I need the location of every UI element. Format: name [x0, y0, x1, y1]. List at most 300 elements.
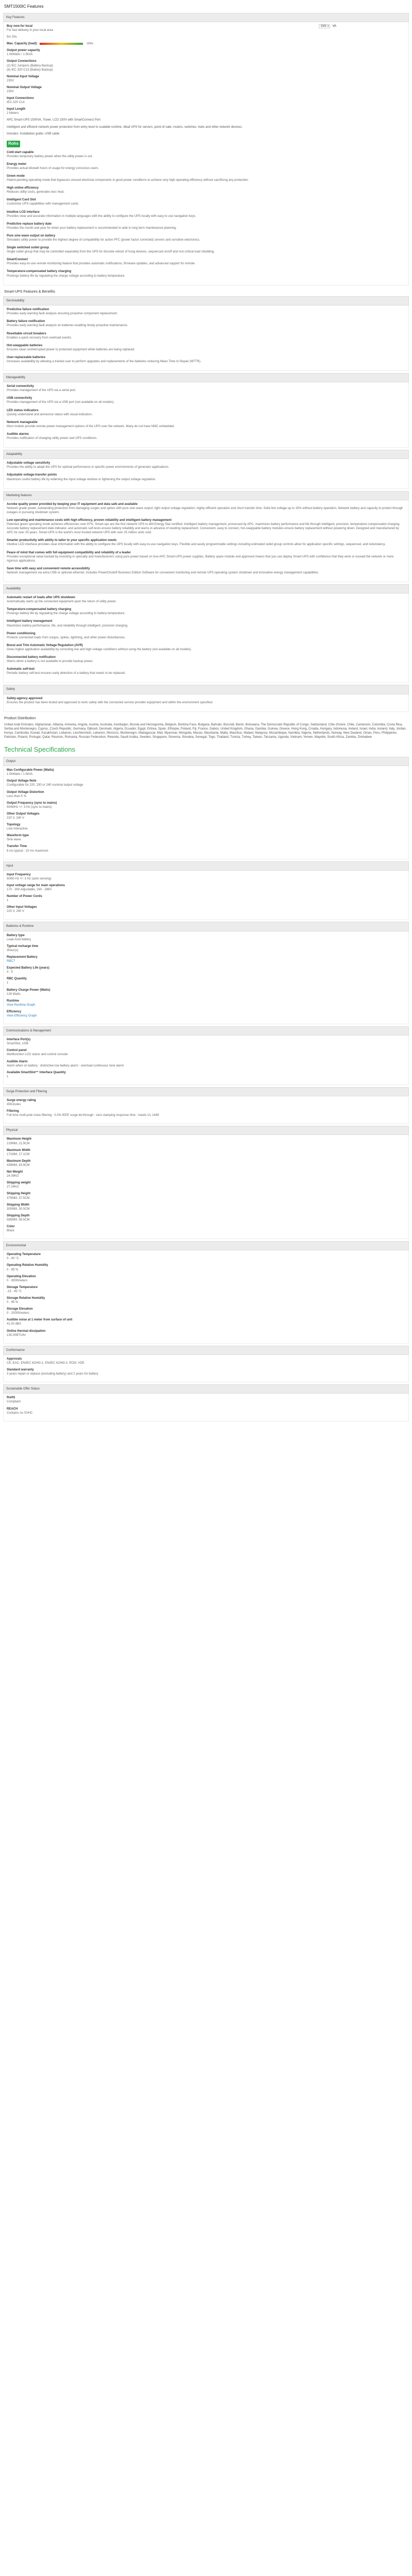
tech-spec-item-title: REACH: [7, 1407, 18, 1411]
manageability-item-title: USB connectivity: [7, 397, 32, 400]
tech-spec-item-text: 439MM, 43.9CM: [7, 1163, 30, 1167]
section-body-safety: [3, 694, 409, 712]
marketing-item-title: Low operating and maintenance costs with high efficiency, proven reliability and intelligent battery management: [7, 518, 171, 522]
section-body-adaptability: [3, 459, 409, 488]
serviceability-item-text: Ensures clean uninterrupted power to protected equipment while batteries are being replaced.: [7, 348, 135, 351]
tech-spec-item-title: Operating Temperature: [7, 1253, 41, 1257]
tech-spec-item-title: Control panel: [7, 1049, 27, 1053]
tech-spec-item-text: Less than 5 %: [7, 794, 27, 798]
tech-spec-item: [7, 790, 405, 799]
tech-spec-item-title: Standard warranty: [7, 1368, 34, 1372]
key-spec-item-title: Input Connections: [7, 97, 34, 100]
key-feature-item-title: Predictive replace battery date: [7, 222, 52, 226]
key-feature-item: [7, 162, 405, 171]
serviceability-item-text: Increases availability by allowing a trained user to perform upgrades and replacements of the batteries reducing Mean Time to Repair (MTTR).: [7, 360, 201, 363]
tech-spec-item-title: Audible noise at 1 meter from surface of unit: [7, 1318, 73, 1322]
tech-spec-item-text: 171MM, 17.1CM: [7, 1153, 30, 1156]
key-feature-item-text: Single outlet group that may be controlled separately from the UPS for discrete reboot of hung devices, sequenced on/off and non-critical load shedding.: [7, 250, 215, 254]
key-spec-item-text: 230V: [7, 90, 14, 94]
tech-spec-item-text: 0 - 95 %: [7, 1301, 19, 1304]
tech-spec-item-text: 0 - 40 °C: [7, 1257, 19, 1261]
buy-now-label: Buy now for local: [7, 24, 33, 28]
key-feature-item-title: Single switched outlet group: [7, 246, 49, 250]
tech-spec-item: [7, 955, 405, 963]
availability-item-title: Boost and Trim Automatic Voltage Regulation (AVR): [7, 643, 83, 647]
tech-spec-item-title: Maximum Width: [7, 1148, 30, 1152]
availability-item-text: Automatically starts up the connected equipment upon the return of utility power.: [7, 600, 117, 604]
key-feature-item-title: Intelligent Card Slot: [7, 198, 36, 202]
tech-spec-item-text: Lead-Acid battery: [7, 938, 31, 941]
manageability-item: [7, 409, 405, 417]
capacity-bar-fill: [40, 43, 83, 45]
tech-spec-item-text: Full time multi-pole noise filtering : 0.3% IEEE surge let-through : zero clamping response time : meets UL 1449: [7, 1114, 159, 1117]
tech-spec-item-text: 170 - 300 Adjustable, 160 - 286V: [7, 888, 52, 892]
tech-spec-item-text: 219MM, 21.9CM: [7, 1142, 30, 1145]
tech-spec-item-title: Operating Relative Humidity: [7, 1264, 48, 1267]
tech-spec-item-text: Compliant: [7, 1400, 21, 1404]
availability-item: [7, 596, 405, 604]
tech-spec-item-text: 300MM, 30.0CM: [7, 1207, 30, 1211]
key-feature-item-title: Temperature-compensated battery charging: [7, 270, 72, 274]
manageability-item-text: Most models provide remote power management options of the UPS over the network. Many do not have NMC embedded.: [7, 425, 175, 428]
tech-spec-item-title: Shipping weight: [7, 1181, 31, 1185]
manageability-item-text: Provides management of the UPS via a USB port (not available on all models).: [7, 401, 115, 404]
marketing-item: [7, 551, 405, 563]
section-header-safety: Safety: [3, 685, 409, 694]
chevron-down-icon: ▾: [327, 24, 329, 28]
serviceability-item-text: Enables a quick recovery from overload events.: [7, 336, 72, 340]
tech-spec-item-text: 6 ms typical : 10 ms maximum: [7, 849, 48, 853]
tech-spec-item-title: Output Voltage Distortion: [7, 790, 44, 794]
serviceability-item-title: Predictive failure notification: [7, 308, 49, 312]
marketing-item-text: Network management via extra USB or optional ethernet. Includes PowerChute® Business Edition Software for convenient monitoring and remote UPS operating system shutdown and innovative energy management capabilities.: [7, 571, 319, 574]
tech-spec-item-title: Waveform type: [7, 834, 29, 838]
tech-section-header: Batteries & Runtime: [3, 922, 409, 931]
tech-spec-item-title: RBC Quantity: [7, 977, 27, 981]
quantity-value: 1500: [320, 24, 327, 28]
section-header-key-features: Key Features: [3, 13, 409, 22]
tech-spec-item-title: Efficiency: [7, 1010, 22, 1013]
tech-spec-item-title: Battery type: [7, 934, 25, 937]
tech-spec-item-text: Multifunction LCD status and control console: [7, 1053, 68, 1057]
key-spec-item-title: Output Connections: [7, 60, 37, 63]
manageability-item: [7, 420, 405, 429]
tech-spec-item-title: RoHS: [7, 1396, 15, 1400]
key-feature-item-text: Provides the month and year for when your battery replacement is recommended to aide in long term maintenance planning.: [7, 226, 177, 230]
tech-section-header: Input: [3, 861, 409, 871]
tech-section-body: [3, 1096, 409, 1124]
key-spec-item: [7, 86, 405, 94]
rohs-logo: Rohs: [7, 141, 20, 147]
tech-spec-item-text: 24.09KG: [7, 1175, 19, 1178]
key-spec-item-text: 230V: [7, 79, 14, 82]
tech-spec-item: [7, 1170, 405, 1178]
tech-spec-item: [7, 934, 405, 942]
tech-spec-item-text: 220 V, 240 V: [7, 816, 25, 820]
tech-spec-item-title: Transfer Time: [7, 845, 27, 849]
tech-spec-item: [7, 1148, 405, 1157]
tech-spec-item-text: 1: [7, 1075, 9, 1078]
tech-spec-item-text: 3 years repair or replace (excluding battery) and 2 years for battery: [7, 1372, 98, 1376]
availability-item-text: Prolongs battery life by regulating the charge voltage according to battery temperature.: [7, 612, 126, 616]
tech-spec-item-text: 0 - 15000meters: [7, 1312, 29, 1315]
tech-spec-link[interactable]: View Runtime Graph: [7, 1003, 36, 1007]
tech-spec-item: [7, 1252, 405, 1261]
tech-spec-item-title: Runtime: [7, 999, 19, 1003]
availability-item: [7, 667, 405, 675]
tech-spec-item: [7, 999, 405, 1007]
key-feature-item: [7, 222, 405, 230]
tech-spec-item: [7, 1109, 405, 1117]
tech-spec-item-text: 41.00 dBA: [7, 1323, 22, 1326]
serviceability-item: [7, 319, 405, 328]
tech-spec-item: [7, 1010, 405, 1018]
serviceability-item-title: User-replaceable batteries: [7, 355, 46, 359]
tech-spec-item-title: Storage Elevation: [7, 1308, 33, 1311]
tech-spec-item-title: Color: [7, 1225, 15, 1228]
tech-section-header: Communications & Management: [3, 1026, 409, 1036]
tech-section-body: [3, 1135, 409, 1239]
serviceability-item-text: Provides early warning fault analysis ensuring proactive component replacement.: [7, 312, 118, 316]
manageability-item-text: Provides notification of changing utility power and UPS conditions.: [7, 437, 97, 440]
key-feature-item: [7, 246, 405, 254]
tech-spec-item: [7, 801, 405, 809]
max-capacity-label: Max. Capacity (load):: [7, 42, 38, 46]
tech-spec-item-text: 0 - 3000meters: [7, 1279, 28, 1282]
tech-spec-item-text: 27.24KG: [7, 1185, 19, 1189]
marketing-item: [7, 518, 405, 535]
section-body-manageability: [3, 382, 409, 448]
tech-spec-item: [7, 1137, 405, 1145]
tech-spec-item: [7, 1285, 405, 1294]
tech-spec-item: [7, 844, 405, 853]
tech-spec-item: [7, 977, 405, 985]
tech-spec-item-title: Max Configurable Power (Watts): [7, 769, 54, 772]
intro-includes: Includes: Installation guide, USB cable: [7, 132, 60, 135]
key-feature-item: [7, 150, 405, 159]
tech-spec-item-text: Line Interactive: [7, 827, 28, 831]
section-body-key-features: [3, 22, 409, 285]
tech-spec-item-title: Filtering: [7, 1110, 19, 1113]
key-spec-item-text: 1.0kWatts / 1.5kVA: [7, 53, 33, 57]
key-spec-item-title: Input Length: [7, 108, 26, 111]
tech-spec-item: [7, 966, 405, 974]
serviceability-item: [7, 355, 405, 364]
marketing-item-title: Acrobe quality power provided by keeping your IT equipment and data safe and available: [7, 502, 138, 506]
tech-spec-item-text: Sine wave: [7, 838, 21, 842]
adaptability-item-title: Adjustable voltage-transfer points: [7, 473, 57, 477]
marketing-item-title: Save time with easy and convenient remote accessibility: [7, 567, 90, 570]
availability-item-title: Automatic restart of loads after UPS shutdown: [7, 596, 76, 600]
tech-spec-item: [7, 1296, 405, 1304]
quantity-select[interactable]: [319, 24, 330, 28]
key-feature-item-title: Intuitive LCD interface: [7, 210, 40, 214]
tech-spec-item-text: 220 V, 240 V: [7, 910, 25, 913]
product-title: SMT1500IC Features: [4, 4, 44, 9]
tech-spec-item-title: Input Frequency: [7, 873, 31, 876]
key-feature-item-text: Patent-pending operating mode that bypasses unused electrical components in good power conditions to achieve very high operating efficiency without sacrificing any protection.: [7, 179, 249, 182]
intro-long: Intelligent and efficient network power protection from entry level to scalable runtime. Ideal UPS for servers, point-of-sale, routers, switches, hubs and other network devices.: [7, 125, 243, 129]
safety-item-title: Safety-agency approved: [7, 697, 43, 700]
manageability-item: [7, 384, 405, 393]
tech-spec-item-title: Shipping Height: [7, 1192, 30, 1196]
section-header-serviceability: Serviceability: [3, 296, 409, 306]
marketing-item-text: Network grade power, outstanding protection from damaging surges and spikes with pure sine wave output, tight output voltage regulation, highly efficient operation and short transfer time. Solid line voltage up to 15% without battery operation. Network battery and capacity to protect through outages or pursuing shutdown system.: [7, 506, 403, 514]
tech-spec-item-title: Surge energy rating: [7, 1099, 36, 1103]
marketing-item-text: Intuitive LCD interface provides clear information with the ability to configure the UPS locally with easy-to-use navigation keys. Flexible and easily programmable settings including estimated outlet group controls allow for application specific settings, sequenced, and redundancy.: [7, 543, 386, 547]
tech-section-body: [3, 766, 409, 859]
tech-spec-item: [7, 768, 405, 776]
distribution-text: United Arab Emirates, Afghanistan, Albania, Armenia, Angola, Austria, Australia, Azerbaijan, Bosnia and Herzegovina, Belgium, Burkina Faso, Bulgaria, Bahrain, Burundi, Benin, Botswana, The Democratic Republic of Congo, Switzerland, Côte d'Ivoire, Chile, Cameroon, Colombia, Costa Rica, Serbia and Montenegro, Cyprus, Czech Republic, Germany, Djibouti, Denmark, Algeria, Ecuador, Egypt, Eritrea, Spain, Ethiopia, Finland, Fiji, France, Gabon, United Kingdom, Ghana, Gambia, Guinea, Greece, Hong Kong, Croatia, Hungary, Indonesia, Ireland, Israel, India, Iceland, Italy, Jordan, Kenya, Cambodia, Kuwait, Kazakhstan, Lebanon, Liechtenstein, Lebanon, Morocco, Montenegro, Madagascar, Mali, Myanmar, Mongolia, Macao, Mauritania, Malta, Mauritius, Malawi, Malaysia, Mozambique, Namibia, Nigeria, Netherlands, Norway, New Zealand, Oman, Peru, Philippines, Pakistan, Poland, Portugal, Qatar, Reunion, Romania, Russian Federation, Rwanda, Saudi Arabia, Sweden, Singapore, Slovenia, Slovakia, Senegal, Togo, Thailand, Tunisia, Turkey, Taiwan, Tanzania, Uganda, Vietnam, Yemen, Mayotte, South Africa, Zambia, Zimbabwe: [4, 723, 407, 739]
section-header-adaptability: Adaptability: [3, 450, 409, 459]
capacity-percent: 100%: [87, 42, 93, 45]
tech-spec-item: [7, 1038, 405, 1046]
marketing-item: [7, 567, 405, 575]
tech-spec-item-text: 3hour(s): [7, 948, 19, 952]
tech-spec-item-text: 459Joules: [7, 1103, 21, 1107]
tech-spec-item-text: Alarm when on battery : distinctive low battery alarm : overload continuous tone alarm: [7, 1064, 124, 1067]
key-spec-item-text: 2 Meters: [7, 112, 19, 115]
availability-item-text: Protects connected loads from surges, spikes, lightning, and other power disturbances.: [7, 636, 126, 639]
availability-item: [7, 643, 405, 652]
key-feature-item-text: Reduces utility costs, generates less heat.: [7, 191, 65, 194]
availability-item-title: Power conditioning: [7, 632, 36, 635]
tech-section-body: [3, 1250, 409, 1344]
tech-spec-item: [7, 1060, 405, 1068]
manageability-item-title: LED status indicators: [7, 409, 39, 412]
section-header-availability: Availability: [3, 584, 409, 594]
tech-spec-item-title: Typical recharge time: [7, 944, 39, 948]
availability-item: [7, 607, 405, 616]
tech-spec-item-text: 1: [7, 899, 9, 903]
serviceability-item-title: Battery failure notification: [7, 320, 45, 324]
buy-now-block: [7, 24, 405, 32]
tech-section-header: Physical: [3, 1126, 409, 1135]
tech-spec-item-text: 585MM, 58.5CM: [7, 1218, 30, 1222]
tech-spec-item-title: Replacement Battery: [7, 955, 38, 959]
runtime-block: [7, 35, 405, 39]
tech-spec-item-text: 3 - 5: [7, 971, 13, 974]
serviceability-item-title: Hot-swappable batteries: [7, 344, 43, 347]
adaptability-item-title: Adjustable voltage sensitivity: [7, 462, 50, 465]
tech-spec-item-title: Maximum Height: [7, 1138, 32, 1141]
tech-spec-item-text: 375MM, 37.5CM: [7, 1196, 30, 1200]
manageability-item-text: Provides management of the UPS via a serial port.: [7, 389, 76, 393]
tech-spec-item-title: Other Input Voltages: [7, 906, 37, 909]
tech-section-header: Output: [3, 757, 409, 766]
key-feature-item: [7, 258, 405, 266]
availability-item-title: Intelligent battery management: [7, 620, 53, 623]
buy-now-sub: For fast delivery in your local area: [7, 28, 54, 32]
tech-spec-item-text: -15 - 45 °C: [7, 1290, 22, 1293]
key-feature-item-text: Customize UPS capabilities with management cards.: [7, 202, 79, 206]
tech-spec-item: [7, 1275, 405, 1283]
manageability-item-title: Serial connectivity: [7, 385, 35, 388]
key-feature-item: [7, 234, 405, 242]
smart-benefits-title: Smart-UPS Features & Benefits: [4, 290, 55, 294]
key-feature-items: [7, 48, 405, 115]
tech-spec-item-title: Interface Port(s): [7, 1038, 31, 1042]
tech-spec-item: [7, 812, 405, 820]
key-feature-item-title: Pure sine wave output on battery: [7, 234, 56, 238]
tech-spec-item: [7, 1407, 405, 1415]
key-spec-item: [7, 48, 405, 57]
marketing-item-text: Provides exceptional value backed by investing in specialty and manufacturers using pure power based on true APC Smart-UPS power supplies. Battery spare module and approved means that you can deploy Smart-UPS with confidence that they work or exceed the network or more rigorous applications.: [7, 555, 394, 563]
key-spec-item: [7, 96, 405, 105]
tech-spec-item-text: 1: [7, 981, 9, 985]
serviceability-item-text: Provides early warning fault analysis on batteries enabling timely proactive maintenance.: [7, 324, 128, 328]
tech-spec-item-text: 1.0kWatts / 1.5kVA: [7, 773, 33, 776]
key-feature-item: [7, 198, 405, 206]
tech-spec-item-text: Configurable for 220, 230 or 240 nominal output voltage: [7, 784, 83, 787]
tech-spec-item-title: Battery Charge Power (Watts): [7, 988, 50, 992]
manageability-item-title: Network manageable: [7, 420, 38, 424]
tech-specs-title: Technical Specifications: [4, 745, 76, 753]
tech-spec-item: [7, 1214, 405, 1222]
marketing-item: [7, 502, 405, 515]
tech-spec-item: [7, 884, 405, 892]
tech-spec-item-title: Input voltage range for main operations: [7, 884, 65, 887]
tech-spec-item-text: Black: [7, 1229, 14, 1233]
serviceability-item: [7, 308, 405, 316]
tech-spec-item-title: Operating Elevation: [7, 1275, 36, 1278]
tech-spec-item: [7, 894, 405, 903]
tech-spec-item: [7, 1368, 405, 1376]
marketing-item-title: Peace of mind that comes with full equipment compatibility and reliability of a leader: [7, 551, 131, 554]
tech-spec-item: [7, 873, 405, 881]
key-spec-item: [7, 107, 405, 115]
tech-spec-link[interactable]: View Efficiency Graph: [7, 1014, 37, 1018]
key-feature-item: [7, 174, 405, 182]
manageability-item-title: Audible alarms: [7, 432, 29, 436]
tech-spec-item: [7, 1203, 405, 1211]
tech-spec-item: [7, 1071, 405, 1079]
tech-spec-item-title: Approvals: [7, 1357, 22, 1361]
tech-section-body: [3, 1036, 409, 1085]
tech-section-body: [3, 931, 409, 1025]
serviceability-item: [7, 344, 405, 352]
tech-spec-item-text: 0 - 95 %: [7, 1268, 19, 1272]
safety-item-text: Ensures the product has been tested and approved to work safely with the connected service provider equipment and within the environment specified.: [7, 701, 213, 704]
key-spec-item: [7, 75, 405, 83]
tech-spec-item: [7, 905, 405, 913]
tech-spec-item-text: 126 Watts: [7, 992, 21, 996]
section-body-serviceability: [3, 306, 409, 371]
marketing-item: [7, 538, 405, 547]
adaptability-item: [7, 473, 405, 481]
serviceability-item-title: Resettable circuit breakers: [7, 332, 46, 335]
key-spec-item-title: Nominal Input Voltage: [7, 75, 39, 78]
intro-short: APC Smart-UPS 1500VA, Tower, LCD 230V with SmartConnect Port: [7, 118, 100, 122]
tech-spec-item: [7, 1159, 405, 1167]
key-spec-item-title: Nominal Output Voltage: [7, 86, 42, 89]
tech-spec-item: [7, 823, 405, 831]
tech-spec-item: [7, 1263, 405, 1272]
tech-spec-item-text: 50/60 Hz +/- 3 Hz (auto sensing): [7, 877, 52, 880]
key-features-list: [7, 150, 405, 278]
tech-section-body: [3, 1394, 409, 1421]
tech-spec-item-title: Available SmartSlot™ Interface Quantity: [7, 1071, 66, 1074]
tech-spec-item-title: Output Voltage Note: [7, 779, 37, 783]
key-feature-item-title: SmartConnect: [7, 258, 28, 262]
tech-spec-item: [7, 944, 405, 953]
key-feature-item-text: Provides clear and accurate information in multiple languages with the ability to configure the UPS locally with easy to use navigation keys.: [7, 214, 196, 218]
tech-section-header: Environmental: [3, 1241, 409, 1250]
capacity-bar[interactable]: [40, 43, 83, 45]
adaptability-item-text: Maximizes useful battery life by widening the input voltage window or tightening the output voltage regulation.: [7, 478, 156, 481]
tech-spec-item-title: Storage Relative Humidity: [7, 1297, 45, 1300]
tech-spec-link[interactable]: RBC7: [7, 960, 15, 963]
key-feature-item-text: Provides easy-to-use remote monitoring feature that provides automatic notifications, firmware updates, and advanced support for remote.: [7, 262, 196, 266]
tech-spec-item: [7, 1048, 405, 1057]
adaptability-item-text: Provides the ability to adapt the UPS for optimal performance in specific power environments of generator applications.: [7, 466, 169, 469]
availability-item-title: Temperature-compensated battery charging: [7, 608, 72, 612]
tech-spec-item: [7, 1181, 405, 1189]
runtime-value: 5m 30s: [7, 36, 17, 39]
tech-spec-item-title: Maximum Depth: [7, 1159, 31, 1163]
tech-spec-item-title: Storage Temperature: [7, 1285, 38, 1289]
availability-item: [7, 632, 405, 640]
availability-item-text: Maximizes battery performance, life, and reliability through intelligent, precision charging.: [7, 624, 128, 628]
marketing-item-title: Smarter productivity with ability to tailor to your specific application needs: [7, 539, 117, 543]
tech-spec-item-title: Shipping Width: [7, 1203, 29, 1207]
tech-section-header: Sustainable Offer Status: [3, 1384, 409, 1394]
key-feature-item: [7, 210, 405, 218]
availability-item-title: Disconnected battery notification: [7, 656, 56, 659]
tech-section-header: Surge Protection and Filtering: [3, 1087, 409, 1096]
availability-item: [7, 619, 405, 628]
key-spec-item: [7, 59, 405, 72]
tech-spec-item-title: Online thermal dissipation: [7, 1329, 46, 1333]
tech-spec-item: [7, 834, 405, 842]
tech-spec-item-title: Audible Alarm: [7, 1060, 28, 1063]
tech-spec-item: [7, 1329, 405, 1337]
availability-item-text: Periodic battery self-test ensures early detection of a battery that needs to be replaced.: [7, 672, 126, 675]
key-spec-item-title: Output power capacity: [7, 49, 40, 53]
availability-item: [7, 655, 405, 664]
tech-spec-item: [7, 1357, 405, 1365]
availability-item-text: Warns when a battery is not available to provide backup power.: [7, 660, 93, 664]
availability-item-text: Gives higher application availability by correcting low and high voltage conditions without using the battery (not available on all models).: [7, 648, 192, 651]
marketing-item-text: Patented green operating mode achieves efficiencies over 97%. Smart-ups are the first network UPS to drill Energy Star certified. Intelligent battery management, processed by APC, maximizes battery performance and life through intelligent, precision, temperature-compensated charging. Accurate battery replacement date indicator, and automatic self-tests ensure battery reliability and warns in advance of needing replacement. Convenient, easy to connect, hot-swappable battery modules ensure battery replacement without powering down. Designed and manufactured by APC for over 25 years. Smart-UPS is the world's most trusted network UPS with over 25 million units sold.: [7, 523, 400, 535]
section-header-manageability: Manageability: [3, 373, 409, 382]
distribution-title: Product Distribution: [4, 716, 36, 720]
safety-item: [7, 697, 405, 705]
manageability-item: [7, 432, 405, 440]
tech-spec-item-title: Number of Power Cords: [7, 895, 42, 899]
tech-spec-item-title: Other Output Voltages: [7, 812, 40, 816]
key-feature-item-text: Provides actual kilowatt hours of usage for energy conscious users.: [7, 166, 99, 170]
section-body-marketing: [3, 500, 409, 582]
adaptability-item: [7, 461, 405, 469]
tech-spec-item: [7, 988, 405, 996]
tech-specs: [3, 757, 409, 1421]
availability-item-title: Automatic self-test: [7, 668, 35, 671]
tech-spec-item-title: Net Weight: [7, 1171, 23, 1174]
tech-spec-item-title: Shipping Depth: [7, 1214, 30, 1217]
tech-spec-item-text: Contains no SVHC: [7, 1411, 33, 1415]
key-feature-item: [7, 186, 405, 194]
key-feature-item-title: Cold-start capable: [7, 150, 34, 154]
tech-spec-item: [7, 1318, 405, 1326]
key-feature-item-title: Energy meter: [7, 162, 27, 166]
max-capacity-row: [7, 42, 405, 46]
section-body-availability: [3, 594, 409, 683]
tech-section-header: Conformance: [3, 1346, 409, 1355]
key-feature-item-title: High online efficiency: [7, 187, 39, 190]
tech-section-body: [3, 1355, 409, 1382]
key-feature-item-text: Provides temporary battery power when the utility power is out.: [7, 155, 93, 158]
